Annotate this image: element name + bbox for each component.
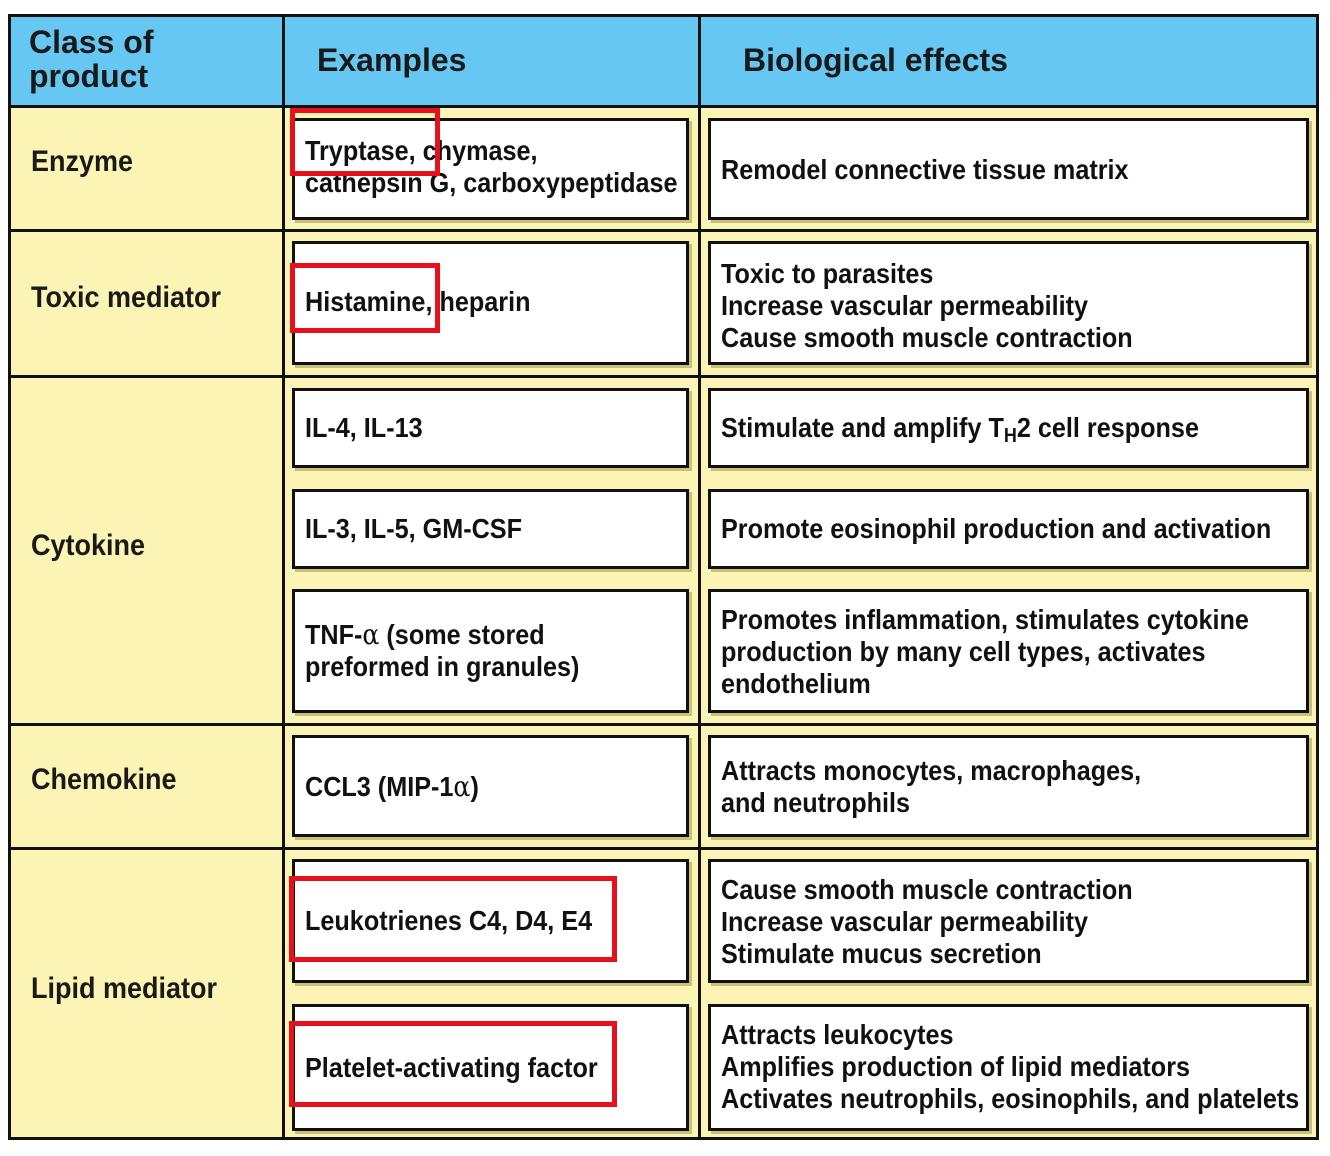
example-cell-cytokine-1 xyxy=(292,388,689,468)
example-enzyme-line1: Tryptase, chymase, xyxy=(305,135,538,166)
example-cytokine-2-line1: IL-3, IL-5, GM-CSF xyxy=(305,513,522,544)
effect-cell-cytokine-2 xyxy=(708,489,1309,569)
effect-toxic-line2: Increase vascular permeability xyxy=(721,290,1089,321)
effect-cell-cytokine-1 xyxy=(708,388,1309,468)
example-cytokine-3-line1 xyxy=(305,619,579,651)
effect-chemokine-line2: and neutrophils xyxy=(721,787,910,818)
effect-lipid-2-line1: Attracts leukocytes xyxy=(721,1019,954,1050)
effect-cell-lipid-2 xyxy=(708,1004,1309,1131)
example-cell-cytokine-2 xyxy=(292,489,689,569)
example-cell-enzyme xyxy=(292,118,689,220)
effect-lipid-2-line2: Amplifies production of lipid mediators xyxy=(721,1051,1191,1082)
example-cytokine-3-pre: TNF- xyxy=(305,619,363,650)
example-cytokine-3-line2: preformed in granules) xyxy=(305,651,580,682)
example-cytokine-3-post: (some stored xyxy=(379,619,545,650)
effect-lipid-2-line3: Activates neutrophils, eosinophils, and platelets xyxy=(721,1083,1300,1114)
effect-lipid-1-line1: Cause smooth muscle contraction xyxy=(721,874,1133,905)
effect-cytokine-3-line2: production by many cell types, activates xyxy=(721,636,1206,667)
row-divider-cytokine xyxy=(11,723,1316,726)
effect-cell-enzyme xyxy=(708,118,1309,220)
example-cytokine-3-greek: α xyxy=(362,618,380,651)
effect-chemokine-line1: Attracts monocytes, macrophages, xyxy=(721,755,1142,786)
example-cell-lipid-1 xyxy=(292,859,689,983)
example-cell-toxic xyxy=(292,241,689,365)
effect-cytokine-1-pre: Stimulate and amplify T xyxy=(721,412,1004,443)
class-toxic-mediator: Toxic mediator xyxy=(31,281,222,314)
example-cell-lipid-2 xyxy=(292,1004,689,1131)
header-biological-effects xyxy=(701,17,1316,105)
example-cell-chemokine xyxy=(292,735,689,837)
example-toxic-line1: Histamine, heparin xyxy=(305,286,531,317)
effect-cytokine-3-line1: Promotes inflammation, stimulates cytokine xyxy=(721,604,1249,635)
example-cell-cytokine-3 xyxy=(292,589,689,713)
row-divider-enzyme xyxy=(11,229,1316,232)
header-class-line1: Class of xyxy=(29,24,154,60)
effect-cell-cytokine-3 xyxy=(708,589,1309,713)
header-examples-label: Examples xyxy=(317,42,467,78)
example-lipid-2-line1: Platelet-activating factor xyxy=(305,1052,598,1083)
effect-toxic-line3: Cause smooth muscle contraction xyxy=(721,322,1133,353)
effect-cell-chemokine xyxy=(708,735,1309,837)
row-divider-toxic xyxy=(11,375,1316,378)
header-examples xyxy=(285,17,701,105)
example-cytokine-1-line1: IL-4, IL-13 xyxy=(305,412,423,443)
header-effects-label: Biological effects xyxy=(743,42,1008,78)
header-divider xyxy=(11,105,1316,108)
effect-enzyme-line1: Remodel connective tissue matrix xyxy=(721,154,1129,185)
effect-cell-toxic xyxy=(708,241,1309,365)
effect-cytokine-1-sub: H xyxy=(1003,425,1017,447)
example-lipid-1-line1: Leukotrienes C4, D4, E4 xyxy=(305,905,593,936)
effect-cell-lipid-1 xyxy=(708,859,1309,983)
column-divider-2 xyxy=(698,17,701,1137)
example-chemokine-post: ) xyxy=(470,771,479,802)
mast-cell-products-table xyxy=(8,14,1319,1140)
effect-lipid-1-line3: Stimulate mucus secretion xyxy=(721,938,1042,969)
example-enzyme-line2: cathepsin G, carboxypeptidase xyxy=(305,167,678,198)
row-divider-chemokine xyxy=(11,847,1316,850)
example-chemokine-pre: CCL3 (MIP-1 xyxy=(305,771,454,802)
class-cytokine: Cytokine xyxy=(31,529,146,562)
effect-cytokine-1-post: 2 cell response xyxy=(1016,412,1199,443)
column-divider-1 xyxy=(282,17,285,1137)
class-enzyme: Enzyme xyxy=(31,145,134,178)
example-chemokine-greek: α xyxy=(453,770,471,803)
header-class-of-product xyxy=(11,17,285,105)
effect-lipid-1-line2: Increase vascular permeability xyxy=(721,906,1089,937)
effect-cytokine-3-line3: endothelium xyxy=(721,668,871,699)
class-lipid-mediator: Lipid mediator xyxy=(31,972,218,1005)
effect-toxic-line1: Toxic to parasites xyxy=(721,258,934,289)
class-chemokine: Chemokine xyxy=(31,763,177,796)
effect-cytokine-2-line1: Promote eosinophil production and activation xyxy=(721,513,1272,544)
header-class-line2: product xyxy=(29,58,149,94)
